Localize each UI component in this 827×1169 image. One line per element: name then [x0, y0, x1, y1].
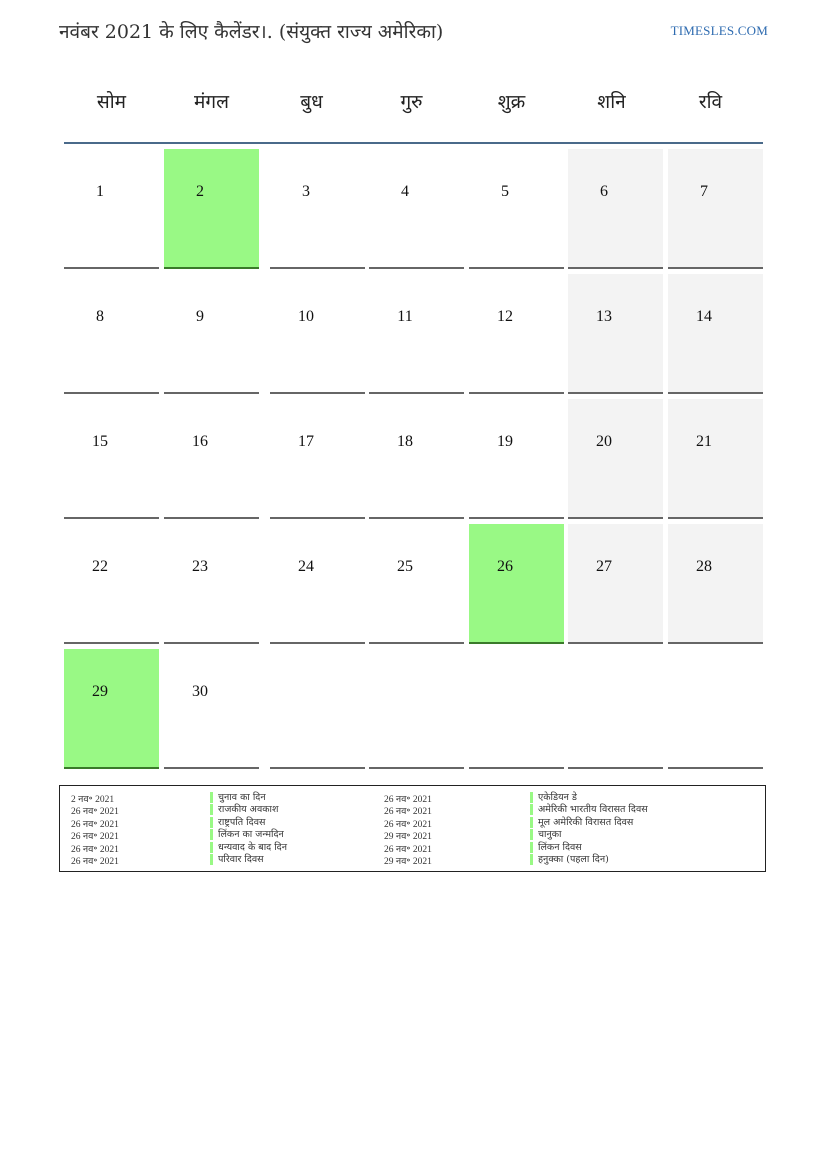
- calendar-grid: [64, 149, 764, 774]
- day-number: 16: [192, 433, 208, 450]
- day-number: 20: [596, 433, 612, 450]
- site-brand-link[interactable]: TIMESLES.COM: [670, 23, 768, 38]
- day-cell[interactable]: [270, 399, 365, 519]
- event-name: चुनाव का दिन: [210, 792, 266, 803]
- day-number: 18: [397, 433, 413, 450]
- day-number: 14: [696, 308, 712, 325]
- day-cell[interactable]: [469, 524, 564, 644]
- day-cell[interactable]: [64, 149, 159, 269]
- empty-day-cell: [469, 649, 564, 769]
- day-number: 15: [92, 433, 108, 450]
- day-cell[interactable]: [164, 274, 259, 394]
- day-cell[interactable]: [668, 524, 763, 644]
- day-cell[interactable]: [164, 399, 259, 519]
- event-date: 26 नव॰ 2021: [71, 844, 119, 855]
- day-cell[interactable]: [668, 149, 763, 269]
- day-cell[interactable]: [64, 649, 159, 769]
- events-list: [59, 785, 766, 872]
- day-number: 5: [501, 183, 509, 200]
- day-number: 1: [96, 183, 104, 200]
- day-cell[interactable]: [568, 274, 663, 394]
- calendar-title: नवंबर 2021 के लिए कैलेंडर।. (संयुक्त राज्य अमेरिका): [59, 21, 444, 43]
- day-number: 4: [401, 183, 409, 200]
- event-name: राष्ट्रपति दिवस: [210, 817, 265, 828]
- day-number: 22: [92, 558, 108, 575]
- event-date: 26 नव॰ 2021: [71, 857, 119, 867]
- day-number: 7: [700, 183, 708, 200]
- day-number: 23: [192, 558, 208, 575]
- day-number: 21: [696, 433, 712, 450]
- event-name: परिवार दिवस: [210, 854, 264, 865]
- day-cell[interactable]: [164, 649, 259, 769]
- weekday-mon: सोम: [96, 91, 127, 113]
- event-name: लिंकन का जन्मदिन: [210, 829, 284, 840]
- event-name: चानुका: [530, 829, 562, 840]
- day-number: 26: [497, 558, 513, 575]
- event-date: 26 नव॰ 2021: [384, 795, 432, 805]
- day-cell[interactable]: [369, 274, 464, 394]
- event-name: धन्यवाद के बाद दिन: [210, 842, 287, 853]
- day-cell[interactable]: [469, 399, 564, 519]
- event-date: 26 नव॰ 2021: [384, 807, 432, 818]
- day-cell[interactable]: [369, 524, 464, 644]
- day-number: 17: [298, 433, 314, 450]
- day-number: 13: [596, 308, 612, 325]
- day-cell[interactable]: [164, 524, 259, 644]
- day-cell[interactable]: [668, 399, 763, 519]
- event-name: अमेरिकी भारतीय विरासत दिवस: [530, 804, 648, 815]
- event-date: 26 नव॰ 2021: [384, 844, 432, 855]
- event-date: 26 नव॰ 2021: [384, 819, 432, 830]
- event-date: 26 नव॰ 2021: [71, 832, 119, 843]
- day-number: 3: [302, 183, 310, 200]
- weekday-header-row: [64, 88, 763, 118]
- weekday-tue: मंगल: [194, 91, 229, 113]
- event-name: लिंकन दिवस: [530, 842, 582, 853]
- day-number: 10: [298, 308, 314, 325]
- day-cell[interactable]: [270, 524, 365, 644]
- event-name: राजकीय अवकाश: [210, 804, 278, 815]
- day-cell[interactable]: [568, 524, 663, 644]
- weekday-fri: शुक्र: [497, 91, 526, 113]
- weekday-thu: गुरु: [400, 91, 423, 113]
- event-name: एकेडियन डे: [530, 792, 577, 803]
- event-date: 29 नव॰ 2021: [384, 832, 432, 843]
- day-cell[interactable]: [369, 149, 464, 269]
- day-cell[interactable]: [64, 399, 159, 519]
- event-name: मूल अमेरिकी विरासत दिवस: [530, 817, 633, 828]
- day-number: 29: [92, 683, 108, 700]
- day-number: 8: [96, 308, 104, 325]
- day-cell[interactable]: [668, 274, 763, 394]
- day-cell[interactable]: [369, 399, 464, 519]
- empty-day-cell: [568, 649, 663, 769]
- day-number: 6: [600, 183, 608, 200]
- event-date: 26 नव॰ 2021: [71, 819, 119, 830]
- empty-day-cell: [270, 649, 365, 769]
- weekday-wed: बुध: [300, 91, 323, 113]
- empty-day-cell: [369, 649, 464, 769]
- day-cell[interactable]: [64, 274, 159, 394]
- day-number: 12: [497, 308, 513, 325]
- day-cell[interactable]: [270, 274, 365, 394]
- day-number: 30: [192, 683, 208, 700]
- day-number: 11: [397, 308, 413, 325]
- day-cell[interactable]: [469, 149, 564, 269]
- event-date: 26 नव॰ 2021: [71, 807, 119, 818]
- day-number: 9: [196, 308, 204, 325]
- day-cell[interactable]: [469, 274, 564, 394]
- day-cell[interactable]: [64, 524, 159, 644]
- day-number: 28: [696, 558, 712, 575]
- day-cell[interactable]: [568, 149, 663, 269]
- empty-day-cell: [668, 649, 763, 769]
- weekday-sun: रवि: [698, 91, 723, 113]
- header-divider: [64, 142, 763, 144]
- day-number: 2: [196, 183, 204, 200]
- day-cell[interactable]: [164, 149, 259, 269]
- event-date: 29 नव॰ 2021: [384, 857, 432, 867]
- weekday-sat: शनि: [597, 91, 626, 113]
- event-date: 2 नव॰ 2021: [71, 795, 115, 805]
- day-number: 19: [497, 433, 513, 450]
- day-number: 24: [298, 558, 314, 575]
- day-cell[interactable]: [568, 399, 663, 519]
- day-cell[interactable]: [270, 149, 365, 269]
- day-number: 27: [596, 558, 612, 575]
- event-name: हनुक्का (पहला दिन): [530, 854, 609, 865]
- day-number: 25: [397, 558, 413, 575]
